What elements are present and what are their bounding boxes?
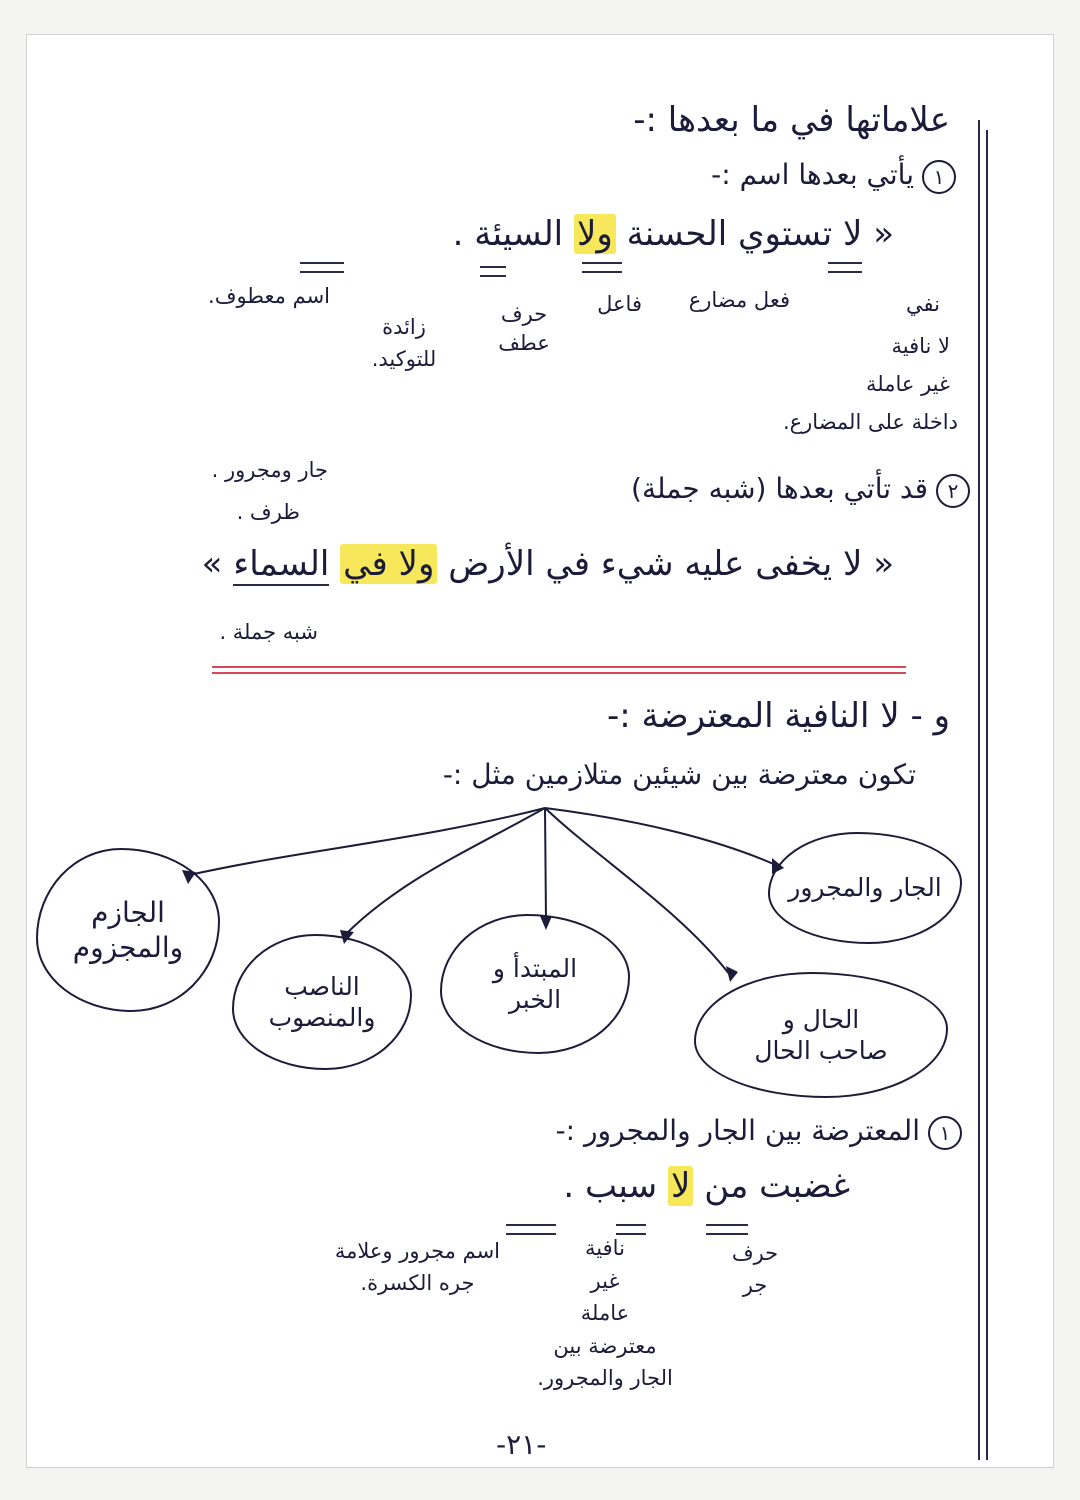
ann-la-3: عاملة	[580, 1301, 630, 1326]
ann-la-2: غير	[590, 1268, 620, 1293]
cloud-nasib-text-1: الناصب	[284, 971, 360, 1001]
quote-2-post: السماء	[233, 544, 330, 584]
ann-harf-atf: حرف عطف	[498, 302, 550, 356]
cloud-jazim-text-2: والمجزوم	[72, 931, 184, 964]
mutarida-title-text: لا النافية المعترضة :-	[607, 696, 900, 736]
quote-2-la: ولا في	[340, 544, 437, 584]
ann-la-5: الجار والمجرور.	[537, 1366, 673, 1391]
quote-2-pre: لا يخفى عليه شيء في الأرض	[448, 544, 863, 584]
ann-la-4: معترضة بين	[553, 1333, 657, 1358]
quote-1-post: السيئة	[474, 214, 564, 254]
ann-nafi-3: غير عاملة	[866, 372, 950, 396]
quote-1-pre: لا تستوي الحسنة	[626, 214, 863, 254]
ann-la-block	[520, 1232, 690, 1395]
section-title: علاماتها في ما بعدها :-	[633, 100, 950, 140]
arrow-to-jarr	[545, 808, 778, 866]
ann-ism-1: اسم مجرور وعلامة	[334, 1239, 500, 1263]
ann-faeel: فاعل	[597, 292, 642, 316]
example-post: سبب .	[563, 1166, 658, 1206]
arrow-to-mubtada	[545, 808, 546, 920]
arrow-to-jazim	[185, 808, 545, 876]
ann-ism-2: جره الكسرة.	[360, 1270, 475, 1295]
quote-2-close: »	[201, 544, 223, 584]
mutarida-item1-number: ١	[928, 1116, 962, 1150]
ann-faal-mudari: فعل مضارع	[688, 288, 790, 312]
mutarida-intro: تكون معترضة بين شيئين متلازمين مثل :-	[442, 758, 916, 791]
ann-jar-majrour: جار ومجرور .	[211, 458, 328, 482]
page-number: -٢١-	[496, 1428, 547, 1461]
ann-ism-maatouf: اسم معطوف.	[208, 284, 330, 308]
example-la: لا	[668, 1166, 693, 1206]
mutarida-item1-heading	[556, 1114, 962, 1150]
cloud-mubtada-text-2: الخبر	[508, 985, 562, 1014]
ann-nafi-2: لا نافية	[891, 334, 950, 358]
ann-zaeda: زائدة للتوكيد.	[371, 315, 437, 371]
arrowhead-hal	[726, 966, 738, 982]
ann-harf-jarr: حرف جر	[731, 1241, 779, 1297]
mutarida-item1-heading-text: المعترضة بين الجار والمجرور :-	[555, 1114, 920, 1147]
ann-la-1: نافية	[585, 1236, 625, 1260]
example-pre: غضبت من	[704, 1166, 850, 1206]
cloud-mubtada-text-1: المبتدأ و	[492, 953, 578, 983]
mutarida-letter: و -	[910, 696, 950, 736]
ann-shibh-jumla: شبه جملة .	[219, 620, 318, 644]
item1-heading-text: يأتي بعدها اسم :-	[711, 158, 914, 191]
item1-number: ١	[922, 160, 956, 194]
cloud-hal-text-1: الحال و	[782, 1004, 860, 1034]
underline-min	[706, 1224, 748, 1235]
mutarida-example	[563, 1166, 850, 1206]
ann-nafi-1: نفي	[906, 292, 940, 316]
cloud-nasib-text-2: والمنصوب	[268, 1003, 376, 1032]
quote-1-end: .	[452, 214, 464, 254]
item2-number: ٢	[936, 474, 970, 508]
quote-1-open: «	[873, 214, 894, 254]
quote-2-open: «	[873, 544, 894, 584]
cloud-jarr-text: الجار والمجرور	[788, 873, 942, 903]
ann-ism-majrour	[335, 1236, 500, 1299]
item2-heading-text: قد تأتي بعدها (شبه جملة)	[631, 472, 928, 505]
ann-zarf: ظرف .	[236, 500, 300, 524]
cloud-jazim-text-1: الجازم	[91, 896, 165, 929]
cloud-hal-text-2: صاحب الحال	[754, 1036, 888, 1065]
ann-nafi-4: داخلة على المضارع.	[782, 410, 958, 434]
quote-1-la: ولا	[574, 214, 616, 254]
